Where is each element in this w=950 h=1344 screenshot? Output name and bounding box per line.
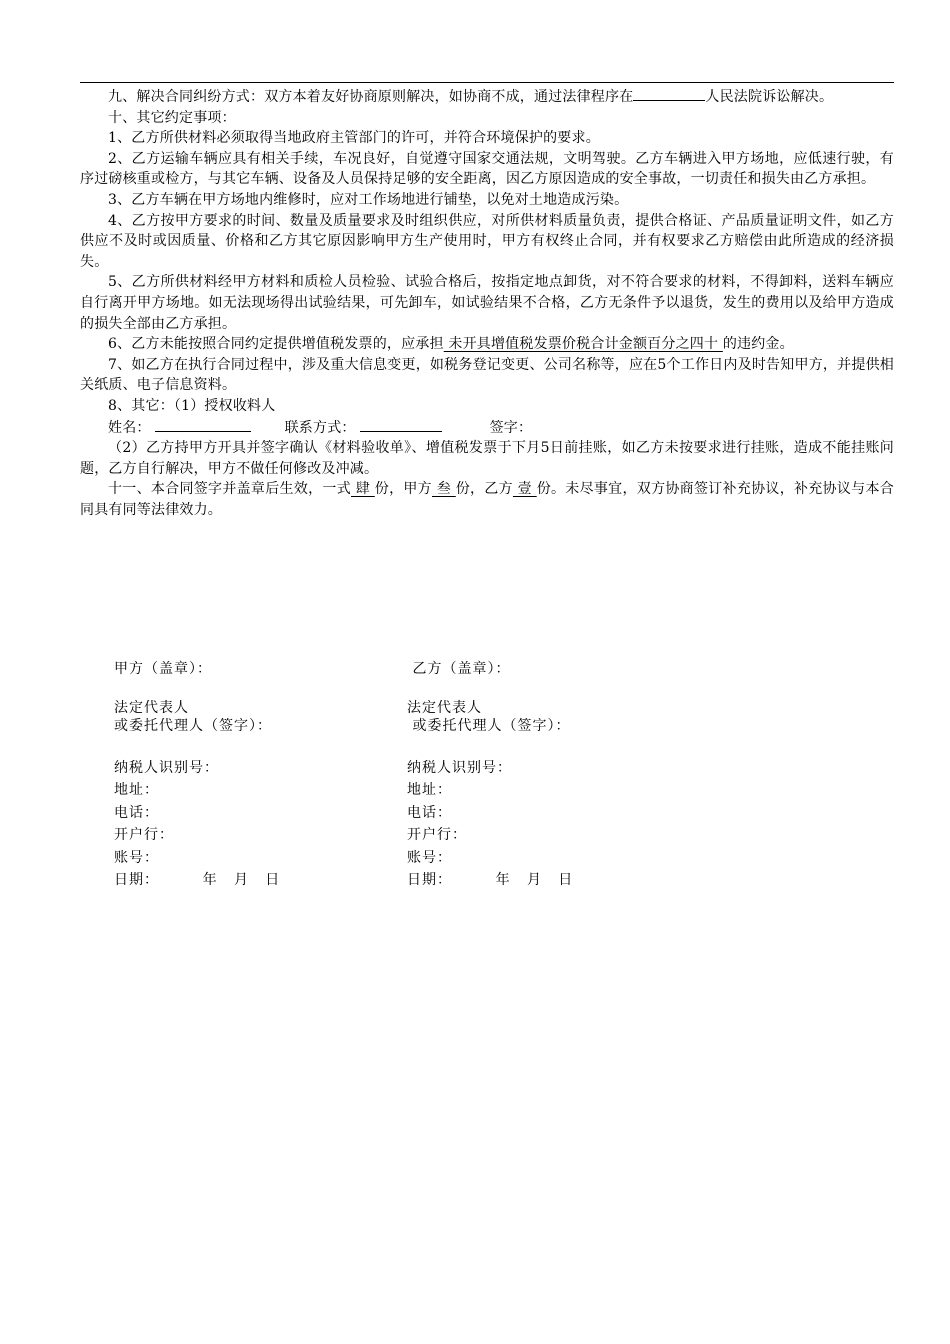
court-blank [633, 86, 705, 101]
penalty-rate: 未开具增值税发票价税合计金额百分之四十 [443, 336, 723, 353]
party-b-rep-line2: 或委托代理人（签字）： [407, 717, 571, 734]
party-b-account: 账号： [407, 849, 452, 866]
party-a-tax-id: 纳税人识别号： [114, 759, 219, 776]
party-b-address: 地址： [407, 782, 452, 798]
party-b-seal: 乙方（盖章）： [407, 661, 511, 677]
contact-label: 联系方式： [284, 419, 356, 436]
clause-nine-text-end: 人民法院诉讼解决。 [705, 89, 834, 105]
party-b-tax-id: 纳税人识别号： [407, 759, 512, 776]
clause-nine [80, 86, 894, 108]
contract-body [80, 86, 894, 520]
authorized-receiver-row [80, 417, 894, 439]
contact-blank [360, 417, 442, 432]
sign-label: 签字： [489, 419, 533, 436]
party-a-date: 日期： 年 月 日 [114, 872, 281, 888]
party-a-rep-line1: 法定代表人 [114, 699, 189, 716]
header-rule [80, 82, 894, 83]
party-a-phone: 电话： [114, 804, 159, 821]
party-b-bank: 开户行： [407, 827, 467, 843]
name-blank [155, 417, 251, 432]
clause-eleven-text: 份，乙方 [455, 481, 513, 498]
clause-eleven [80, 479, 894, 520]
clause-eleven-text: 份，甲方 [374, 481, 432, 498]
party-b-signature-block [407, 658, 707, 892]
party-a-account: 账号： [114, 849, 159, 866]
clause-ten-item-7: 7、如乙方在执行合同过程中，涉及重大信息变更，如税务登记变更、公司名称等，应在5个工作日内及时告知甲方，并提供相关纸质、电子信息资料。 [80, 356, 894, 394]
item-6-text: 6、乙方未能按照合同约定提供增值税发票的，应承担 [108, 336, 444, 353]
party-a-bank: 开户行： [114, 827, 174, 843]
clause-nine-text: 九、解决合同纠纷方式：双方本着友好协商原则解决，如协商不成，通过法律程序在 [108, 89, 634, 105]
name-label: 姓名： [108, 419, 151, 436]
party-a-signature-block [114, 658, 414, 892]
total-copies: 肆 [351, 481, 375, 498]
party-a-address: 地址： [114, 782, 159, 798]
clause-ten-item-2: 2、乙方运输车辆应具有相关手续，车况良好，自觉遵守国家交通法规，文明驾驶。乙方车辆进入甲方场地，应低速行驶，有序过磅核重或检方，与其它车辆、设备及人员保持足够的安全距离，因乙方原因造成的安全事故，一切责任和损失由乙方承担。 [80, 150, 894, 188]
clause-ten-item-5: 5、乙方所供材料经甲方材料和质检人员检验、试验合格后，按指定地点卸货，对不符合要求的材料，不得卸料，送料车辆应自行离开甲方场地。如无法现场得出试验结果，可先卸车，如试验结果不合格，乙方无条件予以退货，发生的费用以及给甲方造成的损失全部由乙方承担。 [80, 274, 894, 332]
party-b-rep-line1: 法定代表人 [407, 699, 482, 716]
clause-ten-item-8-2: （2）乙方持甲方开具并签字确认《材料验收单》、增值税发票于下月5日前挂账，如乙方未按要求进行挂账，造成不能挂账问题，乙方自行解决，甲方不做任何修改及冲减。 [80, 440, 894, 477]
clause-eleven-text: 十一、本合同签字并盖章后生效，一式 [108, 481, 351, 498]
party-b-date: 日期： 年 月 日 [407, 872, 574, 888]
clause-ten-title: 十、其它约定事项： [108, 109, 236, 126]
clause-ten-item-3: 3、乙方车辆在甲方场地内维修时，应对工作场地进行铺垫，以免对土地造成污染。 [108, 191, 629, 208]
clause-eleven-text: 份。未尽事宜，双方协商签订补充协议，补充协议与本合同具有同等法律效力。 [80, 481, 894, 518]
clause-ten-item-8-title: 8、其它：（1）授权收料人 [108, 397, 276, 414]
party-b-phone: 电话： [407, 804, 452, 821]
clause-ten-item-1: 1、乙方所供材料必须取得当地政府主管部门的许可，并符合环境保护的要求。 [108, 130, 600, 147]
party-a-rep-line2: 或委托代理人（签字）： [114, 717, 272, 734]
clause-ten-item-6 [80, 334, 894, 355]
party-a-seal: 甲方（盖章）： [114, 661, 212, 677]
party-b-copies: 壹 [512, 481, 537, 498]
party-a-copies: 叁 [431, 481, 456, 498]
clause-ten-item-4: 4、乙方按甲方要求的时间、数量及质量要求及时组织供应，对所供材料质量负责，提供合格证、产品质量证明文件，如乙方供应不及时或因质量、价格和乙方其它原因影响甲方生产使用时，甲方有权终止合同，并有权要求乙方赔偿由此所造成的经济损失。 [80, 212, 894, 270]
item-6-text-end: 的违约金。 [722, 336, 794, 353]
